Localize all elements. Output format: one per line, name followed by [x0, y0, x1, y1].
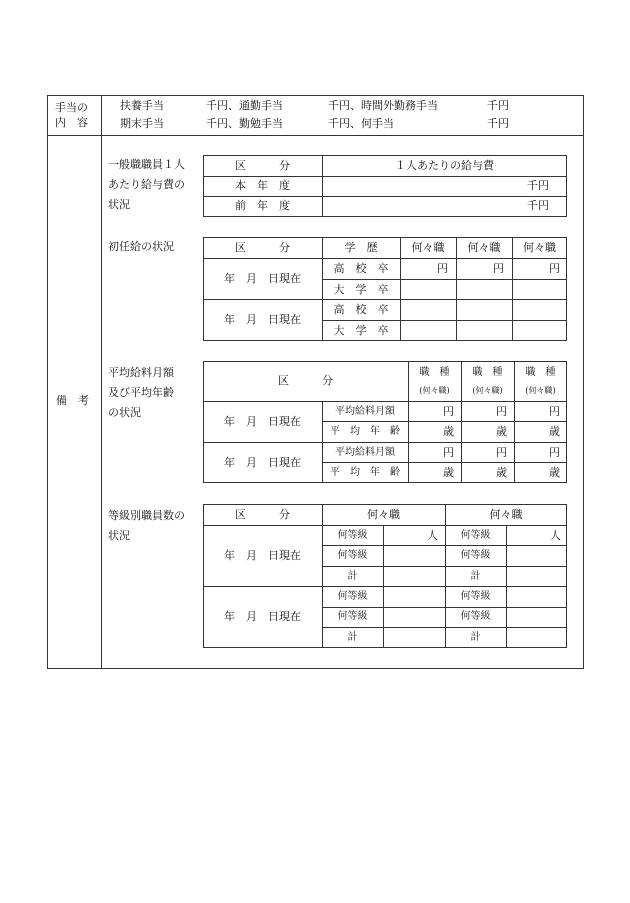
average-item-age-1: 平 均 年 齢: [330, 426, 400, 437]
allowance-fuyou: 扶養手当: [120, 99, 164, 112]
starting-date-1: 年 月 日現在: [224, 272, 301, 285]
average-title-3: の状況: [108, 406, 141, 419]
average-header-job-3: 職 種: [525, 367, 556, 378]
grade-row-line-4: [203, 586, 567, 587]
grade-1-left-grade-a: 何等級: [337, 530, 368, 541]
starting-edu-highschool-2: 高 校 卒: [333, 303, 389, 316]
starting-row-line-4: [322, 320, 567, 321]
allowance-nani: 千円、何手当: [328, 117, 394, 130]
grade-1-right-grade-b: 何等級: [460, 550, 491, 561]
allowance-kimatsu: 期末手当: [120, 117, 164, 130]
average-row-line-2: [322, 421, 567, 422]
average-yen-1-3: 円: [549, 405, 560, 418]
starting-header-job-2: 何々職: [467, 241, 501, 254]
grade-header-job-2: 何々職: [489, 508, 523, 521]
grade-1-right-grade-a: 何等級: [460, 530, 491, 541]
cost-title-1: 一般職職員１人: [108, 158, 185, 171]
starting-edu-university-1: 大 学 卒: [333, 283, 389, 296]
average-yen-2-1: 円: [443, 446, 454, 459]
starting-header-job-3: 何々職: [523, 241, 556, 254]
allowance-jikangai: 千円、時間外勤務手当: [328, 99, 438, 112]
average-yen-2-3: 円: [549, 446, 560, 459]
cost-header-kubun: 区 分: [235, 159, 290, 172]
grade-2-right-total: 計: [470, 632, 481, 643]
starting-title: 初任給の状況: [108, 240, 174, 253]
grade-2-left-grade-a: 何等級: [337, 591, 368, 602]
cost-row-line-2: [203, 196, 567, 197]
grade-row-line-1: [203, 525, 567, 526]
average-age-2-3: 歳: [549, 466, 560, 479]
allowance-divider: [47, 135, 584, 136]
grade-header-kubun: 区 分: [235, 508, 290, 521]
starting-header-edu: 学 歴: [344, 241, 378, 254]
starting-row-line-2: [322, 279, 567, 280]
starting-unit-1: 円: [437, 262, 448, 275]
allowance-row1-end: 千円: [487, 99, 509, 112]
cost-title-2: あたり給与費の: [108, 178, 185, 191]
grade-2-right-grade-b: 何等級: [460, 611, 491, 622]
grade-2-left-total: 計: [347, 632, 358, 643]
grade-1-left-total: 計: [347, 571, 358, 582]
cost-row-previous: 前 年 度: [235, 199, 290, 212]
cost-title-3: 状況: [108, 198, 130, 211]
average-age-2-1: 歳: [443, 466, 454, 479]
average-header-kubun: 区 分: [278, 374, 333, 387]
average-item-salary-1: 平均給料月額: [335, 406, 395, 417]
remarks-label: 備 考: [56, 394, 89, 407]
average-yen-2-2: 円: [496, 446, 507, 459]
average-age-1-1: 歳: [443, 425, 454, 438]
grade-row-line-6: [322, 627, 567, 628]
starting-date-2: 年 月 日現在: [224, 313, 301, 326]
average-row-line-4: [322, 462, 567, 463]
starting-edu-highschool-1: 高 校 卒: [333, 262, 389, 275]
grade-title-1: 等級別職員数の: [108, 509, 185, 522]
starting-header-kubun: 区 分: [235, 241, 290, 254]
starting-row-line-3: [203, 299, 567, 300]
grade-row-line-2: [322, 545, 567, 546]
average-title-1: 平均給料月額: [108, 366, 174, 379]
average-item-salary-2: 平均給料月額: [335, 447, 395, 458]
grade-header-job-1: 何々職: [367, 508, 400, 521]
grade-2-left-grade-b: 何等級: [337, 611, 368, 622]
allowance-row2-end: 千円: [487, 117, 509, 130]
allowance-label-line2: 内 容: [55, 116, 88, 129]
grade-2-right-grade-a: 何等級: [460, 591, 491, 602]
average-yen-1-1: 円: [443, 405, 454, 418]
average-row-line-3: [203, 442, 567, 443]
starting-header-job-1: 何々職: [411, 241, 445, 254]
average-header-job-1-sub: (何々職): [419, 386, 450, 395]
starting-unit-3: 円: [549, 262, 560, 275]
cost-header-cost: １人あたりの給与費: [395, 159, 494, 172]
average-header-job-1: 職 種: [419, 367, 450, 378]
grade-row-line-3: [322, 566, 567, 567]
average-date-2: 年 月 日現在: [224, 456, 301, 469]
cost-row-line-1: [203, 176, 567, 177]
grade-title-2: 状況: [108, 529, 130, 542]
starting-row-line-1: [203, 258, 567, 259]
grade-1-right-unit: 人: [550, 529, 561, 542]
cost-row-current-unit: 千円: [527, 179, 549, 192]
average-header-job-2: 職 種: [472, 367, 503, 378]
allowance-kinben: 千円、勤勉手当: [206, 117, 283, 130]
cost-row-current: 本 年 度: [235, 179, 290, 192]
starting-edu-university-2: 大 学 卒: [333, 324, 389, 337]
average-title-2: 及び平均年齢: [108, 386, 174, 399]
average-item-age-2: 平 均 年 齢: [330, 467, 400, 478]
grade-date-2: 年 月 日現在: [224, 610, 301, 623]
allowance-label-line1: 手当の: [55, 101, 88, 114]
label-column-divider: [101, 95, 102, 669]
grade-date-1: 年 月 日現在: [224, 549, 301, 562]
average-date-1: 年 月 日現在: [224, 415, 301, 428]
average-header-job-2-sub: (何々職): [472, 386, 503, 395]
average-row-line-1: [203, 401, 567, 402]
grade-1-left-unit: 人: [427, 529, 438, 542]
grade-1-right-total: 計: [470, 571, 481, 582]
average-age-1-3: 歳: [549, 425, 560, 438]
starting-unit-2: 円: [493, 262, 504, 275]
average-header-job-3-sub: (何々職): [525, 386, 556, 395]
average-age-1-2: 歳: [496, 425, 507, 438]
grade-1-left-grade-b: 何等級: [337, 550, 368, 561]
grade-row-line-5: [322, 607, 567, 608]
average-age-2-2: 歳: [496, 466, 507, 479]
average-yen-1-2: 円: [496, 405, 507, 418]
cost-row-previous-unit: 千円: [527, 199, 549, 212]
allowance-tsukin: 千円、通勤手当: [206, 99, 283, 112]
